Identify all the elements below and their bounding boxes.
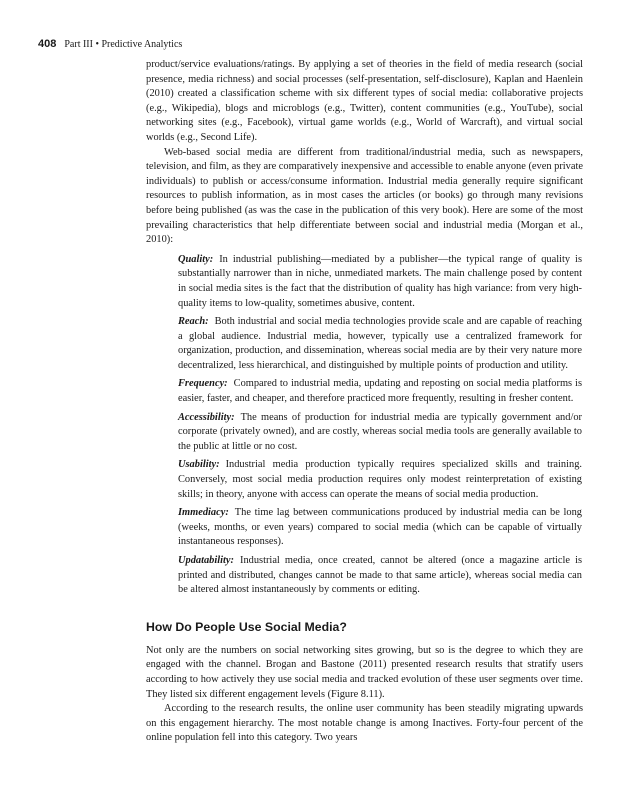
characteristic-text: Compared to industrial media, updating and reposting on social media platforms is easier, faster, and cheaper, and therefore practiced more frequently, resulting in fresher content. bbox=[178, 378, 582, 405]
characteristic-text: The means of production for industrial media are typically government and/or corporate (privately owned), and are costly, whereas social media tools are generally available to the public at little or no cost. bbox=[178, 411, 582, 452]
characteristic-term: Updatability: bbox=[178, 555, 234, 566]
intro-paragraph: product/service evaluations/ratings. By applying a set of theories in the field of media research (social presence, media richness) and social processes (self-presentation, self-disclosure), Kaplan and Haenlein (2010) created a classification scheme with six different types of social media: collaborative projects (e.g., Wikipedia), blogs and microblogs (e.g., Twitter), content communities (e.g., YouTube), social networking sites (e.g., Facebook), virtual game worlds (e.g., World of Warcraft), and virtual social worlds (e.g., Second Life). bbox=[146, 59, 583, 143]
characteristics-list bbox=[178, 253, 582, 598]
characteristic-item bbox=[178, 506, 582, 550]
section-paragraph: Not only are the numbers on social networking sites growing, but so is the degree to which they are engaged with the channel. Brogan and Bastone (2011) presented research results that stratify users according to how actively they use social media and tracked evolution of these user segments over time. They listed six different engagement levels (Figure 8.11). bbox=[146, 644, 583, 700]
characteristic-item bbox=[178, 411, 582, 455]
characteristic-text: The time lag between communications produced by industrial media can be long (weeks, months, or even years) compared to social media (which can be capable of virtually instantaneous responses). bbox=[178, 507, 582, 548]
characteristic-text: Industrial media production typically requires specialized skills and training. Conversely, most social media production requires only modest reinterpretation of existing skills; in theory, anyone with access can operate the means of social media production. bbox=[178, 459, 582, 500]
characteristic-item bbox=[178, 377, 582, 406]
section-heading: How Do People Use Social Media? bbox=[146, 619, 347, 634]
characteristic-term: Quality: bbox=[178, 253, 214, 265]
characteristic-item bbox=[178, 253, 582, 311]
characteristic-text: Industrial media, once created, cannot be altered (once a magazine article is printed and distributed, changes cannot be made to that same article), whereas social media can be altered almost instantaneously by comments or editing. bbox=[178, 555, 582, 596]
main-text bbox=[146, 58, 583, 746]
characteristic-text: Both industrial and social media technologies provide scale and are capable of reaching a global audience. Industrial media, however, typically use a centralized framework for organization, production, and dissemination, whereas social media are by their very nature more decentralized, less hierarchical, and distinguished by multiple points of production and utility. bbox=[178, 316, 582, 371]
characteristic-term: Immediacy: bbox=[178, 507, 229, 519]
characteristic-text: In industrial publishing—mediated by a publisher—the typical range of quality is substantially narrower than in niche, unmediated markets. The main challenge posed by content in social media sites is the fact that the distribution of quality has high variance: from very high-quality items to low-quality, sometimes abusive, content. bbox=[178, 253, 582, 309]
characteristic-term: Accessibility: bbox=[178, 411, 235, 423]
characteristic-term: Usability: bbox=[178, 459, 220, 471]
characteristic-term: Frequency: bbox=[178, 378, 228, 390]
section-paragraph: According to the research results, the online user community has been steadily migrating upwards on this engagement hierarchy. The most notable change is among Inactives. Forty-four percent of the online population fell into this category. Two years bbox=[146, 703, 583, 744]
part-title: Part III • Predictive Analytics bbox=[64, 39, 183, 50]
characteristic-item bbox=[178, 458, 582, 502]
characteristic-item bbox=[178, 315, 582, 373]
characteristic-term: Reach: bbox=[178, 316, 209, 328]
characteristic-item bbox=[178, 554, 582, 598]
page-number: 408 bbox=[38, 38, 57, 50]
body-paragraph: Web-based social media are different from traditional/industrial media, such as newspapers, television, and film, as they are comparatively inexpensive and accessible to enable anyone (even private individuals) to publish or access/consume information. Industrial media generally require significant resources to publish information, as in most cases the articles (or books) go through many revisions before being published (as was the case in the publication of this very book). Here are some of the most prevailing characteristics that help differentiate between social and industrial media (Morgan et al., 2010): bbox=[146, 146, 583, 246]
running-header bbox=[38, 38, 182, 50]
